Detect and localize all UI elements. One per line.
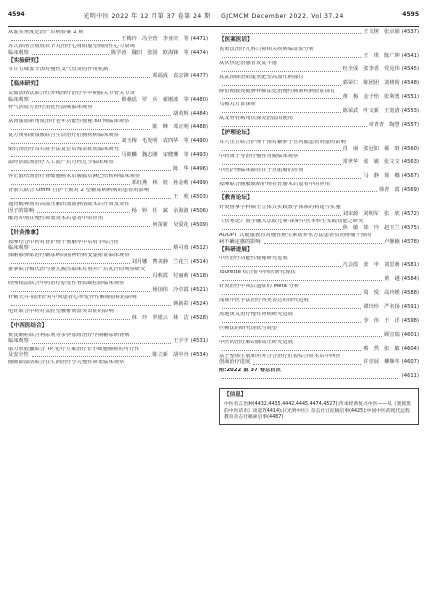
- article-authors-secondary: 蔡桑瑶 罗 兵 翟刚波 等: [121, 96, 189, 103]
- article-authors: 黄 越: [384, 275, 400, 282]
- toc-entry[interactable]: [219, 182, 419, 194]
- page-ref: (4560): [401, 145, 419, 152]
- article-title: 附:2022 第 37 卷总目次: [219, 367, 281, 373]
- toc-entry[interactable]: [8, 67, 208, 79]
- author-line: [219, 67, 419, 72]
- page-ref: (4545): [401, 66, 419, 73]
- dot-leader: [11, 274, 150, 278]
- article-authors: 创面治疗进展: [219, 359, 251, 366]
- dot-leader: [11, 139, 119, 143]
- toc-entry[interactable]: [219, 270, 419, 282]
- article-title: 储肺除湿活联合在生酒治疗小儿慢性鼻窦临床观察: [8, 360, 125, 366]
- dot-leader: [32, 51, 109, 55]
- article-authors: 周 悦 高玲媛: [363, 289, 400, 296]
- article-authors: 病不确定感的影响: [219, 238, 261, 245]
- dot-leader: [222, 291, 361, 295]
- info-box: [219, 388, 419, 426]
- journal-title-en: GJCMCM December 2022. Vol 37.24: [221, 13, 344, 20]
- article-authors-secondary: 杨 婷 任 斌 余海波: [131, 207, 189, 214]
- article-authors: 杨国伟 冷卓霞: [152, 286, 189, 293]
- toc-entry[interactable]: [219, 154, 419, 166]
- dot-leader: [37, 209, 130, 213]
- article-authors: 黄 梅 金子怡 张利勇: [342, 94, 400, 101]
- author-line: [8, 316, 208, 321]
- section-heading: 【针灸推拿】: [8, 229, 42, 236]
- section-heading: 【科研进展】: [219, 246, 253, 253]
- toc-left-column: [8, 30, 208, 368]
- author-line: [219, 277, 419, 282]
- dot-leader: [11, 181, 130, 185]
- page-ref: (4601): [401, 331, 419, 338]
- article-authors: 肖 丽 张冠如 郝 晗: [342, 145, 400, 152]
- dot-leader: [222, 54, 361, 58]
- author-line: [8, 167, 208, 172]
- toc-entry[interactable]: [8, 253, 208, 265]
- article-title: 补气活血方治疗消化性溃疡临床观察: [8, 104, 93, 110]
- dot-leader: [222, 95, 341, 99]
- toc-entry[interactable]: [219, 140, 419, 152]
- article-authors-secondary: 陈学涛 魏旧 张国 欧海锋 等: [110, 49, 189, 56]
- article-title: 苓甘五味姜辛汤对慢性支气管炎的作用机制: [8, 67, 109, 73]
- page-ref: (4611): [401, 373, 419, 380]
- article-authors: 王梅玲 冯全营 李亚庆 等: [121, 35, 189, 42]
- page-ref: (4553): [401, 108, 419, 115]
- toc-entry[interactable]: [8, 216, 208, 228]
- author-line: [219, 188, 419, 193]
- article-title: 揉耐膝弹贴治疗糖尿病周围神经病变虚瘀证临床观察: [8, 253, 130, 259]
- toc-entry[interactable]: [219, 256, 419, 268]
- page-ref: (4575): [401, 224, 419, 231]
- toc-entry[interactable]: [8, 174, 208, 186]
- article-authors: 因子的影响: [8, 207, 34, 214]
- toc-entry[interactable]: [219, 205, 419, 217]
- dot-leader: [222, 174, 361, 178]
- dot-leader: [222, 374, 398, 378]
- author-line: [219, 212, 419, 217]
- author-line: [219, 174, 419, 179]
- article-title: 康力欣胶囊联合 TP 化疗方案治疗非小细胞肺癌的可行性: [8, 346, 140, 352]
- article-authors-secondary: 王宇字: [173, 338, 189, 345]
- article-authors: 何苗新 吴爱花: [152, 221, 189, 228]
- toc-entry[interactable]: [8, 147, 208, 159]
- article-authors: 刘玉梅 毛发明 袁四华 等: [121, 138, 189, 145]
- page-ref: (4557): [401, 122, 419, 129]
- author-line: [219, 333, 419, 338]
- dot-leader: [11, 112, 171, 116]
- dot-leader: [222, 347, 361, 351]
- info-text: 中医名言治种(4432,4435,4442,4445,4474,4527);传承经典复兴中医——从《奥援黑的中医话币》谈起?(4414);(《光明中医》杂志社订征稿启事(4425);中国中医药现代远程教育杂志社稿索启事(4487): [224, 402, 411, 420]
- toc-entry[interactable]: [8, 347, 208, 359]
- article-title: 苏式添洛合肢枝农辛丸治疗心肾阳虚型顽固性心力衰竭: [8, 43, 135, 49]
- article-title: 芪黄饮治疗儿科口鼻相关疾病临证验分析: [219, 46, 315, 52]
- article-authors: 冯莉霞 付丽莉: [152, 273, 189, 280]
- author-line: [219, 319, 419, 324]
- author-line: [8, 353, 208, 358]
- dot-leader: [11, 37, 119, 41]
- author-line: [8, 260, 208, 265]
- article-authors: 顾宣瑞: [384, 331, 400, 338]
- article-title: 按摩联合肠膜敷贴护理在胃肠术后患者中的应用: [219, 181, 331, 187]
- author-line: [219, 226, 419, 231]
- dot-leader: [222, 277, 382, 281]
- toc-entry[interactable]: [8, 188, 208, 200]
- article-title: 背俞穴联合 Omm 自护干预对 2 型糖尿病病病的患者的影响: [8, 188, 150, 194]
- author-line: [8, 37, 208, 42]
- article-authors: 及安全性: [8, 352, 29, 359]
- dot-leader: [222, 147, 341, 151]
- author-line: [8, 74, 208, 79]
- article-authors: 王 欣: [173, 193, 189, 200]
- page-ref: (4534): [190, 352, 208, 359]
- dot-leader: [11, 302, 171, 306]
- article-authors: 章青青 陶慧: [368, 122, 400, 129]
- article-title: 温经活血汤治疗人工流产后月经过少临床观察: [8, 160, 114, 166]
- article-title: 针灸推拿学科硕士立体式实践教学体系的构建与实施: [219, 205, 341, 211]
- article-authors: 临床观察: [8, 96, 29, 103]
- dot-leader: [32, 339, 171, 343]
- dot-leader: [222, 109, 341, 113]
- page-ref: (4521): [190, 286, 208, 293]
- author-line: [8, 139, 208, 144]
- dot-leader: [11, 195, 171, 199]
- page-ref: (4584): [401, 275, 419, 282]
- dot-leader: [32, 246, 171, 250]
- dot-leader: [222, 123, 367, 127]
- page-ref: (4484): [190, 110, 208, 117]
- article-authors: 邓福成 袁宗锋: [152, 73, 189, 80]
- article-authors: 常世华 张 敏 张文文: [342, 159, 400, 166]
- article-authors: 徐青 霞: [378, 187, 400, 194]
- toc-entry[interactable]: [8, 44, 208, 56]
- article-authors: 凡会霞 张 申 刘思萌: [342, 262, 400, 269]
- author-line: [219, 54, 419, 59]
- page-ref: (4563): [401, 159, 419, 166]
- dot-leader: [11, 167, 171, 171]
- article-authors-secondary: 蔡可蓉: [173, 245, 189, 252]
- page-ref: (4541): [401, 52, 419, 59]
- article-title: 黄芪颗粒联合利尿剂等多伊加班治疗早期糖尿病肾病: [8, 332, 130, 338]
- page-ref: (4604): [401, 345, 419, 352]
- dot-leader: [222, 319, 361, 323]
- author-line: [219, 147, 419, 152]
- toc-right-column: [219, 30, 419, 425]
- article-title: 推拿联合梅氏治与婴儿腹泻临床对剂并产后乳汁的观察研究: [8, 267, 146, 273]
- author-line: [219, 240, 419, 245]
- page-ref: (4471): [190, 35, 208, 42]
- author-line: [8, 98, 208, 103]
- article-title: 黑地黄丸治疗慢性肾病研究进展: [219, 311, 294, 317]
- article-title: 基于整体生肌和坦外合合治疗肛裂综合症术后中西医: [219, 353, 341, 359]
- article-title: 醒窍冲剂在慢性鼻窦炎术后患者中的应用: [8, 216, 104, 222]
- article-title: 浅谈中医手法治疗各类表达的现代进展: [219, 298, 309, 304]
- article-authors-secondary: 许竞展 柳顺冬: [363, 359, 400, 366]
- toc-entry[interactable]: [219, 102, 419, 114]
- toc-entry[interactable]: [8, 333, 208, 345]
- article-title: 《伤寒论》教学融入思政元素·探索中医本科生实践技能之研究: [219, 218, 364, 224]
- dot-leader: [253, 360, 361, 364]
- page-ref: (4537): [401, 29, 419, 35]
- article-title: 复方黄柏液湿敷联合生活治疗肛肠疾病临床观察: [8, 132, 120, 138]
- toc-entry[interactable]: [219, 47, 419, 59]
- toc-entry[interactable]: [8, 133, 208, 145]
- article-title: 中医药治疗肺动脉高压研究进展: [219, 339, 294, 345]
- article-authors: 王 琪 陈广坤: [363, 52, 400, 59]
- article-title: 按摩结合中药对智护理干预脑卒中后肩手综合征: [8, 239, 120, 245]
- page-ref: (4490): [190, 138, 208, 145]
- page-ref: (4524): [190, 300, 208, 307]
- article-authors: 陈荣武 叶文新 王宽清: [342, 108, 400, 115]
- page-ref: (4503): [190, 193, 208, 200]
- article-authors: 刘月娜 曹美静 兰花兰: [131, 259, 189, 266]
- dot-leader: [264, 240, 383, 244]
- toc-entry[interactable]: [8, 267, 208, 279]
- author-line: [8, 209, 208, 214]
- author-line: [219, 123, 419, 128]
- toc-entry[interactable]: [219, 312, 419, 324]
- section-heading: 【中西医结合】: [8, 323, 48, 329]
- dot-leader: [11, 316, 130, 320]
- page-ref: (4548): [401, 80, 419, 87]
- article-authors: 胡英辉: [173, 110, 189, 117]
- article-title: 电针联合中药对盆腔型腰椎间盘突出症的影响: [8, 309, 114, 315]
- article-title: 中医治疗功能性便秘研究进展: [219, 256, 288, 262]
- dot-leader: [11, 125, 150, 129]
- section-heading: 【临床研究】: [8, 81, 42, 88]
- toc-entry[interactable]: [8, 295, 208, 307]
- page-ref: (4480): [190, 96, 208, 103]
- page-ref: (4588): [401, 289, 419, 296]
- author-line: [8, 274, 208, 279]
- toc-entry[interactable]: [8, 281, 208, 293]
- article-authors: 林 玲 罗银云 林 洁: [131, 314, 189, 321]
- article-title: 乌梅丸方证探析: [219, 102, 257, 108]
- page-ref: (4591): [401, 303, 419, 310]
- article-title: 中医护理临床路径在子宫肌瘤的应用: [219, 167, 304, 173]
- page-ref: (4477): [190, 73, 208, 80]
- page-ref: (4578): [401, 238, 419, 245]
- dot-leader: [222, 333, 382, 337]
- toc-entry[interactable]: [219, 75, 419, 87]
- author-line: [219, 109, 419, 114]
- article-title: 薛伯刚教授健脾补肺法论治慢性肺系疾病验证探讨: [219, 88, 336, 94]
- page-ref: (4509): [190, 221, 208, 228]
- page-ref: (4528): [190, 314, 208, 321]
- article-title: 真武汤降治阳虚水肥型高血压病探讨: [219, 74, 304, 80]
- dot-leader: [222, 160, 341, 164]
- journal-title-cn: 光明中医 2022 年 12 月第 37 卷第 24 期: [83, 13, 211, 20]
- toc-entry[interactable]: [8, 360, 208, 365]
- dot-leader: [11, 223, 150, 227]
- dot-leader: [222, 81, 341, 85]
- toc-entry[interactable]: [219, 233, 419, 245]
- dot-leader: [32, 98, 120, 102]
- dot-leader: [11, 288, 150, 292]
- toc-entry[interactable]: [8, 309, 208, 321]
- page-header: [8, 6, 419, 27]
- toc-entry[interactable]: [219, 116, 419, 128]
- toc-entry[interactable]: [8, 30, 208, 42]
- toc-entry[interactable]: [8, 119, 208, 131]
- dot-leader: [222, 305, 361, 309]
- page-ref: (4514): [190, 259, 208, 266]
- section-heading: 【实验研究】: [8, 57, 42, 64]
- section-heading: 【教育论坛】: [219, 195, 253, 202]
- page-ref: (4567): [401, 173, 419, 180]
- article-authors: 临床观察: [8, 245, 29, 252]
- page-number-left: 4594: [8, 11, 25, 18]
- article-authors: 邓红燕 林 欣 孙金莉: [131, 180, 189, 187]
- article-title: 柴归汤治疗耳石症手法复位后残余症状临床研究: [8, 146, 120, 152]
- toc-entry[interactable]: [8, 240, 208, 252]
- author-line: [219, 81, 419, 86]
- article-authors: 焦 敏 徐 玲 赵玉兰: [342, 224, 400, 231]
- article-title: 灵仙活络饮联合红外线理疗治疗早中期膝关节骨关节炎: [8, 90, 135, 96]
- author-line: [8, 246, 208, 251]
- toc-entry[interactable]: [219, 354, 419, 366]
- article-authors: 马 静 徐 娜: [363, 173, 400, 180]
- article-title: 针刺天井·曲泽针对中风患者心率变异性解域指标的影响: [8, 295, 137, 301]
- author-line: [219, 95, 419, 100]
- page-ref: (4506): [190, 207, 208, 214]
- article-title: 耳穴压豆联合护理干预对糖胖子宫内膜患者剂量的影响: [219, 139, 346, 145]
- info-heading: 【信息】: [224, 391, 247, 398]
- article-title: 从虚实角度论治产后病验案 2 则: [8, 30, 84, 35]
- toc-entry[interactable]: [219, 168, 419, 180]
- dot-leader: [222, 263, 341, 267]
- page-ref: (4474): [190, 49, 208, 56]
- dot-leader: [11, 74, 150, 78]
- author-line: [219, 347, 419, 352]
- article-authors: 陈 华: [173, 166, 189, 173]
- page-ref: (4531): [190, 338, 208, 345]
- page-ref: (4512): [190, 245, 208, 252]
- toc-entry[interactable]: [8, 91, 208, 103]
- article-title: 经颅根法联合中药治疗原发性骨质疏松症临床观察: [8, 281, 125, 287]
- author-line: [219, 263, 419, 268]
- page-ref: (4499): [190, 180, 208, 187]
- toc-entry[interactable]: [219, 89, 419, 101]
- toc-entry[interactable]: [219, 326, 419, 338]
- article-title: 从伏热论治感冒发复不愈: [219, 60, 278, 66]
- article-authors: 杜全成 张李香 党克伟: [342, 66, 400, 73]
- article-title: 通窍醒神汤对高血压脑出血血肿清除术后疗效及炎性: [8, 202, 130, 208]
- toc-entry[interactable]: [219, 284, 419, 296]
- article-title: 中药离子导治疗慢性胃腹临床观察: [219, 153, 299, 159]
- toc-entry[interactable]: [8, 160, 208, 172]
- author-line: [8, 195, 208, 200]
- page-ref: (4572): [401, 210, 419, 217]
- page-ref: (4607): [401, 359, 419, 366]
- toc-entry[interactable]: [219, 298, 419, 310]
- article-authors: 王文树 张京娟: [363, 29, 400, 35]
- author-line: [8, 223, 208, 228]
- article-title: 从龙骨牡蛎用饮探究治法的使用: [219, 116, 294, 122]
- article-title: 巨刺法的研究现状与展望: [219, 325, 278, 331]
- journal-info: [8, 11, 419, 20]
- toc-entry[interactable]: [219, 368, 419, 380]
- toc-entry[interactable]: [8, 105, 208, 117]
- dot-leader: [222, 67, 341, 71]
- article-authors: 蔡 然 张 敏: [363, 345, 400, 352]
- dot-leader: [222, 188, 377, 192]
- author-line: [219, 360, 419, 365]
- author-line: [8, 288, 208, 293]
- toc-entry[interactable]: [219, 219, 419, 231]
- author-line: [8, 153, 208, 158]
- dot-leader: [11, 260, 130, 264]
- author-line: [219, 30, 419, 35]
- article-title: 针灸治疗中风后遗症的 Meta 分析: [219, 284, 300, 290]
- dot-leader: [222, 212, 341, 216]
- dot-leader: [32, 353, 151, 357]
- article-title: 从肾虚血瘀角度治疗老年功能性便秘 60 例临床观察: [8, 118, 130, 124]
- article-authors: 郭荣仁 陈团团 刘树荷: [342, 80, 400, 87]
- article-title: 养正散结汤治疗肾细胞癌术后腹膜后淋巴结转移临床观察: [8, 174, 141, 180]
- article-authors: 临床观察: [8, 338, 29, 345]
- page-ref: (4488): [190, 124, 208, 131]
- article-authors-secondary: 陈立新 胡中舟: [152, 352, 189, 359]
- author-line: [219, 291, 419, 296]
- article-authors: 谭玲珍 严名扬: [363, 303, 400, 310]
- article-authors: 马筱麟 魏志刚 宋健珊 等: [121, 152, 189, 159]
- toc-entry[interactable]: [8, 202, 208, 214]
- section-heading: 【护理论坛】: [219, 130, 253, 137]
- author-line: [219, 160, 419, 165]
- article-title: ADOPT 式健康教育对慢性维生素诺养水方法患者负向疼痛干预的: [219, 232, 372, 238]
- article-authors: 陈 峰 邓正明: [152, 124, 189, 131]
- article-authors: 刘宋源 刘明军 张 欣: [342, 210, 400, 217]
- article-authors: 李 伟 王 洋: [363, 317, 400, 324]
- author-line: [219, 305, 419, 310]
- page-ref: (4598): [401, 317, 419, 324]
- dot-leader: [222, 226, 341, 230]
- article-authors: 蒋新彩: [173, 300, 189, 307]
- author-line: [8, 125, 208, 130]
- author-line: [8, 112, 208, 117]
- toc-entry[interactable]: [219, 340, 419, 352]
- page-number-right: 4595: [402, 11, 419, 18]
- toc-entry[interactable]: [219, 61, 419, 73]
- author-line: [8, 181, 208, 186]
- page-ref: (4569): [401, 187, 419, 194]
- page-ref: (4518): [190, 273, 208, 280]
- author-line: [8, 302, 208, 307]
- page-ref: (4551): [401, 94, 419, 101]
- section-heading: 【医案医话】: [219, 37, 253, 44]
- author-line: [219, 374, 419, 379]
- article-authors: 临床观察: [8, 49, 29, 56]
- page-ref: (4493): [190, 152, 208, 159]
- article-title: Tourette 综合征中西医研究现状: [219, 270, 296, 276]
- author-line: [8, 339, 208, 344]
- page-ref: (4496): [190, 166, 208, 173]
- dot-leader: [222, 30, 361, 34]
- article-authors-secondary: 卢静颖: [384, 238, 400, 245]
- dot-leader: [11, 153, 119, 157]
- toc-entry[interactable]: [219, 30, 419, 35]
- page-ref: (4581): [401, 262, 419, 269]
- author-line: [8, 51, 208, 56]
